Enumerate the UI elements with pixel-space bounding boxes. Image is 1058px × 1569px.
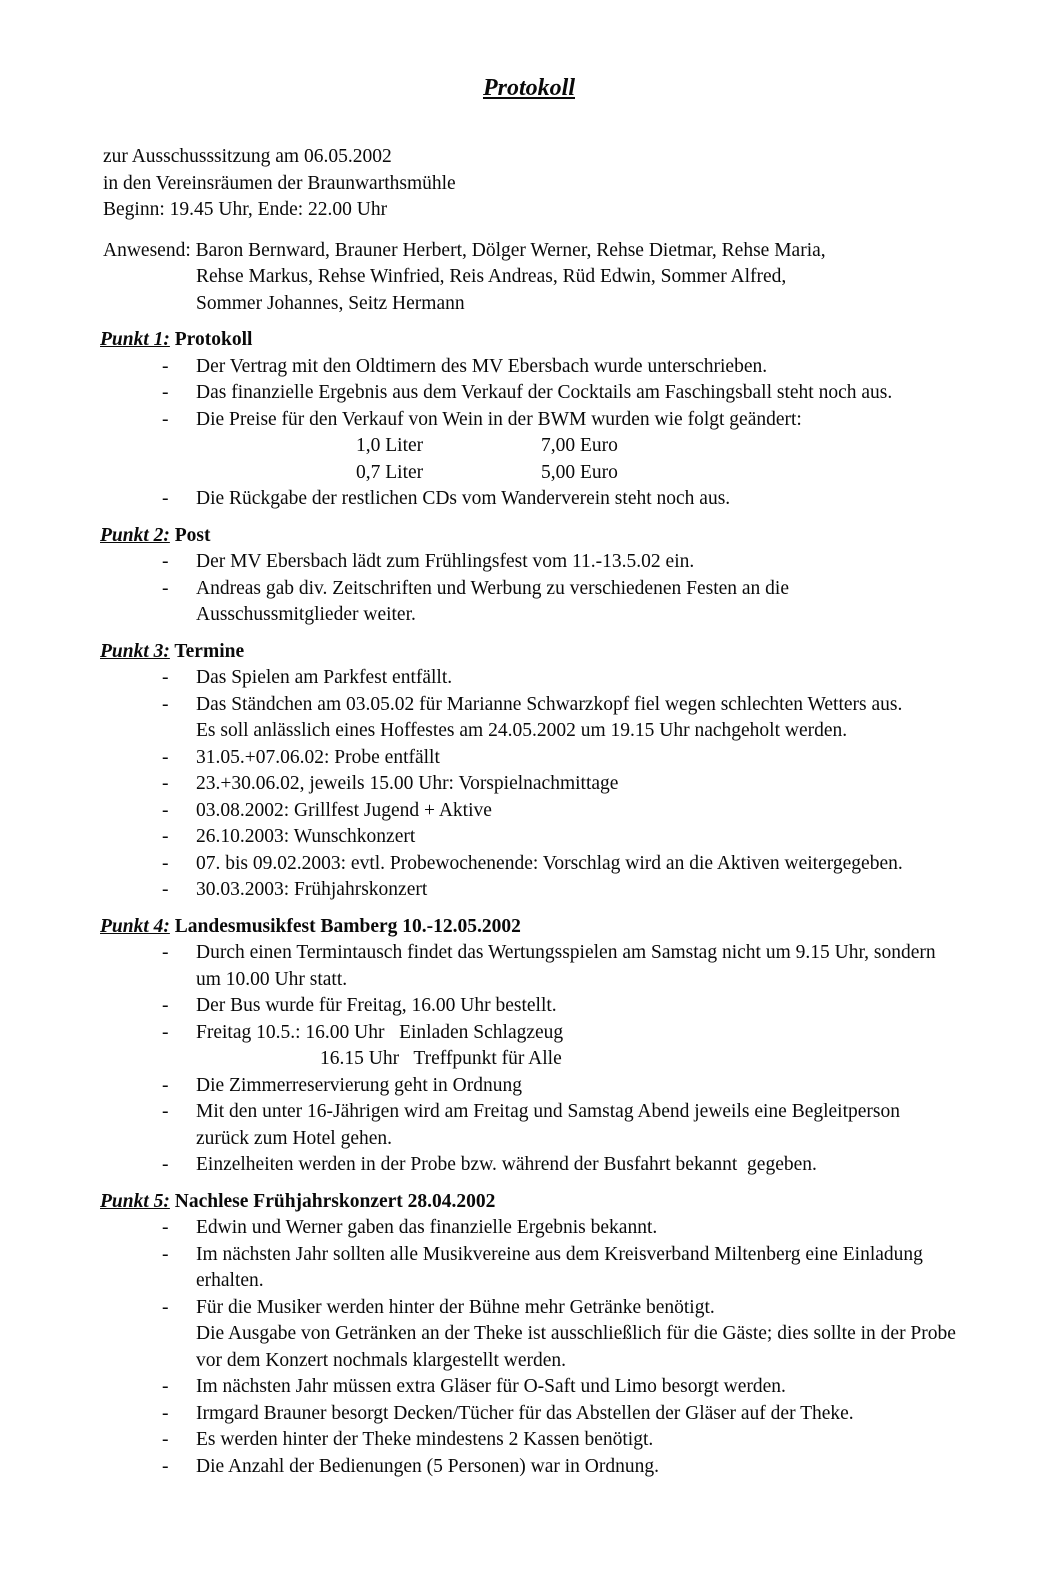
bullet-dash: - <box>162 1154 169 1175</box>
line-text: Ausschussmitglieder weiter. <box>196 604 416 625</box>
section-lines <box>0 354 1058 513</box>
line-text: 16.15 Uhr Treffpunkt für Alle <box>320 1048 562 1069</box>
section-heading <box>100 327 1058 354</box>
section-heading <box>100 639 1058 666</box>
line-text: Die Anzahl der Bedienungen (5 Personen) war in Ordnung. <box>196 1455 660 1477</box>
line-text: erhalten. <box>196 1270 264 1291</box>
line-text: Andreas gab div. Zeitschriften und Werbung zu verschiedenen Festen an die <box>196 577 789 599</box>
bullet-line <box>162 745 1058 772</box>
section-title: Landesmusikfest Bamberg 10.-12.05.2002 <box>174 915 521 937</box>
line-text: 23.+30.06.02, jeweils 15.00 Uhr: Vorspielnachmittage <box>196 773 619 794</box>
bullet-line <box>162 798 1058 825</box>
meeting-info-line: in den Vereinsräumen der Braunwarthsmühle <box>103 172 456 194</box>
line-text: Durch einen Termintausch findet das Wertungsspielen am Samstag nicht um 9.15 Uhr, sondern <box>196 942 936 963</box>
line-text: Die Zimmerreservierung geht in Ordnung <box>196 1074 522 1096</box>
document-title: Protokoll <box>482 75 575 101</box>
line-text: Im nächsten Jahr müssen extra Gläser für O-Saft und Limo besorgt werden. <box>196 1376 786 1397</box>
meeting-info-block <box>0 144 1058 224</box>
section-punkt-2 <box>0 523 1058 629</box>
section-lines <box>0 549 1058 629</box>
line-text: Irmgard Brauner besorgt Decken/Tücher für das Abstellen der Gläser auf der Theke. <box>196 1402 854 1424</box>
attendees-line: Rehse Markus, Rehse Winfried, Reis Andreas, Rüd Edwin, Sommer Alfred, <box>196 266 787 287</box>
meeting-info-line: Beginn: 19.45 Uhr, Ende: 22.00 Uhr <box>103 199 388 220</box>
section-label: Punkt 1: <box>100 329 170 350</box>
section-label: Punkt 5: <box>100 1190 170 1212</box>
attendees-line <box>103 238 1058 265</box>
continuation-line <box>196 602 1058 629</box>
continuation-line <box>196 1321 1058 1348</box>
line-text: Einzelheiten werden in der Probe bzw. während der Busfahrt bekannt gegeben. <box>196 1154 817 1175</box>
section-label: Punkt 3: <box>100 640 170 662</box>
line-text: Das finanzielle Ergebnis aus dem Verkauf der Cocktails am Faschingsball steht noch aus. <box>196 382 893 403</box>
bullet-line <box>162 486 1058 513</box>
bullet-line <box>162 665 1058 692</box>
section-punkt-3 <box>0 639 1058 904</box>
continuation-line <box>320 1046 1058 1073</box>
line-text: 31.05.+07.06.02: Probe entfällt <box>196 746 440 768</box>
bullet-line <box>162 1295 1058 1322</box>
line-text: Es soll anlässlich eines Hoffestes am 24.05.2002 um 19.15 Uhr nachgeholt werden. <box>196 720 848 741</box>
continuation-line <box>196 967 1058 994</box>
bullet-dash: - <box>162 799 169 821</box>
bullet-dash: - <box>162 746 169 768</box>
line-text: Die Preise für den Verkauf von Wein in der BWM wurden wie folgt geändert: <box>196 408 802 430</box>
price-quantity: 1,0 Liter <box>356 435 424 456</box>
bullet-line <box>162 1401 1058 1428</box>
continuation-line <box>196 1268 1058 1295</box>
bullet-dash: - <box>162 382 169 403</box>
bullet-line <box>162 993 1058 1020</box>
section-title: Nachlese Frühjahrskonzert 28.04.2002 <box>174 1190 496 1212</box>
attendees-block <box>0 238 1058 318</box>
bullet-dash: - <box>162 879 169 900</box>
bullet-line <box>162 692 1058 719</box>
line-text: zurück zum Hotel gehen. <box>196 1127 393 1149</box>
line-text: Der Vertrag mit den Oldtimern des MV Ebersbach wurde unterschrieben. <box>196 355 768 377</box>
bullet-line <box>162 1020 1058 1047</box>
bullet-dash: - <box>162 1101 169 1122</box>
bullet-line <box>162 354 1058 381</box>
bullet-dash: - <box>162 1021 169 1043</box>
bullet-line <box>162 771 1058 798</box>
attendees-label: Anwesend: <box>103 239 191 261</box>
price-amount: 5,00 Euro <box>541 461 618 483</box>
bullet-dash: - <box>162 1429 169 1450</box>
attendees-names: Baron Bernward, Brauner Herbert, Dölger Werner, Rehse Dietmar, Rehse Maria, <box>195 239 826 261</box>
line-text: 03.08.2002: Grillfest Jugend + Aktive <box>196 799 492 821</box>
bullet-dash: - <box>162 826 169 847</box>
line-text: 26.10.2003: Wunschkonzert <box>196 826 416 847</box>
bullet-dash: - <box>162 995 169 1016</box>
bullet-line <box>162 940 1058 967</box>
bullet-dash: - <box>162 577 169 599</box>
section-lines <box>0 1215 1058 1480</box>
section-punkt-4 <box>0 914 1058 1179</box>
bullet-line <box>162 380 1058 407</box>
line-text: Die Ausgabe von Getränken an der Theke ist ausschließlich für die Gäste; dies sollte in der Probe <box>196 1323 956 1344</box>
line-text: 07. bis 09.02.2003: evtl. Probewochenende: Vorschlag wird an die Aktiven weitergegeben. <box>196 852 903 874</box>
bullet-dash: - <box>162 1243 169 1265</box>
continuation-line <box>196 718 1058 745</box>
line-text: Die Rückgabe der restlichen CDs vom Wanderverein steht noch aus. <box>196 488 731 509</box>
bullet-dash: - <box>162 1217 169 1238</box>
line-text: vor dem Konzert nochmals klargestellt werden. <box>196 1349 567 1371</box>
bullet-dash: - <box>162 1455 169 1477</box>
line-text: Das Ständchen am 03.05.02 für Marianne Schwarzkopf fiel wegen schlechten Wetters aus. <box>196 693 903 715</box>
section-label: Punkt 2: <box>100 524 170 546</box>
line-text: Es werden hinter der Theke mindestens 2 Kassen benötigt. <box>196 1429 654 1450</box>
line-text: Freitag 10.5.: 16.00 Uhr Einladen Schlagzeug <box>196 1021 564 1043</box>
line-text: Edwin und Werner gaben das finanzielle Ergebnis bekannt. <box>196 1217 658 1238</box>
bullet-dash: - <box>162 408 169 430</box>
bullet-dash: - <box>162 551 169 572</box>
bullet-line <box>162 877 1058 904</box>
line-text: Der MV Ebersbach lädt zum Frühlingsfest vom 11.-13.5.02 ein. <box>196 551 695 572</box>
section-punkt-5 <box>0 1189 1058 1481</box>
bullet-dash: - <box>162 1296 169 1318</box>
bullet-line <box>162 1242 1058 1269</box>
bullet-dash: - <box>162 1402 169 1424</box>
bullet-line <box>162 1099 1058 1126</box>
section-heading <box>100 914 1058 941</box>
bullet-line <box>162 576 1058 603</box>
line-text: Das Spielen am Parkfest entfällt. <box>196 667 453 688</box>
bullet-dash: - <box>162 1376 169 1397</box>
bullet-line <box>162 407 1058 434</box>
bullet-line <box>162 1152 1058 1179</box>
line-text: Mit den unter 16-Jährigen wird am Freitag und Samstag Abend jeweils eine Begleitperson <box>196 1101 901 1122</box>
attendees-line: Sommer Johannes, Seitz Hermann <box>196 292 465 314</box>
line-text: 30.03.2003: Frühjahrskonzert <box>196 879 428 900</box>
bullet-line <box>162 1454 1058 1481</box>
line-text: Für die Musiker werden hinter der Bühne mehr Getränke benötigt. <box>196 1296 715 1318</box>
line-text: Der Bus wurde für Freitag, 16.00 Uhr bestellt. <box>196 995 557 1016</box>
section-label: Punkt 4: <box>100 915 170 937</box>
section-heading <box>100 1189 1058 1216</box>
bullet-line <box>162 1374 1058 1401</box>
meeting-info-line: zur Ausschusssitzung am 06.05.2002 <box>103 146 392 167</box>
section-heading <box>100 523 1058 550</box>
bullet-line <box>162 1073 1058 1100</box>
bullet-dash: - <box>162 488 169 509</box>
bullet-dash: - <box>162 667 169 688</box>
bullet-dash: - <box>162 693 169 715</box>
price-quantity: 0,7 Liter <box>356 461 424 483</box>
bullet-dash: - <box>162 355 169 377</box>
price-amount: 7,00 Euro <box>541 435 618 456</box>
bullet-dash: - <box>162 852 169 874</box>
bullet-line <box>162 1215 1058 1242</box>
bullet-line <box>162 549 1058 576</box>
price-row <box>356 460 1058 487</box>
section-lines <box>0 940 1058 1179</box>
line-text: um 10.00 Uhr statt. <box>196 968 348 990</box>
bullet-line <box>162 851 1058 878</box>
section-title: Termine <box>174 640 245 662</box>
section-title: Post <box>174 524 211 546</box>
section-lines <box>0 665 1058 904</box>
continuation-line <box>196 1348 1058 1375</box>
section-title: Protokoll <box>174 329 253 350</box>
section-punkt-1 <box>0 327 1058 513</box>
bullet-line <box>162 1427 1058 1454</box>
bullet-dash: - <box>162 773 169 794</box>
bullet-dash: - <box>162 1074 169 1096</box>
document-page <box>0 72 1058 1569</box>
bullet-line <box>162 824 1058 851</box>
continuation-line <box>196 1126 1058 1153</box>
price-row <box>356 433 1058 460</box>
bullet-dash: - <box>162 942 169 963</box>
line-text: Im nächsten Jahr sollten alle Musikvereine aus dem Kreisverband Miltenberg eine Einladung <box>196 1243 923 1265</box>
